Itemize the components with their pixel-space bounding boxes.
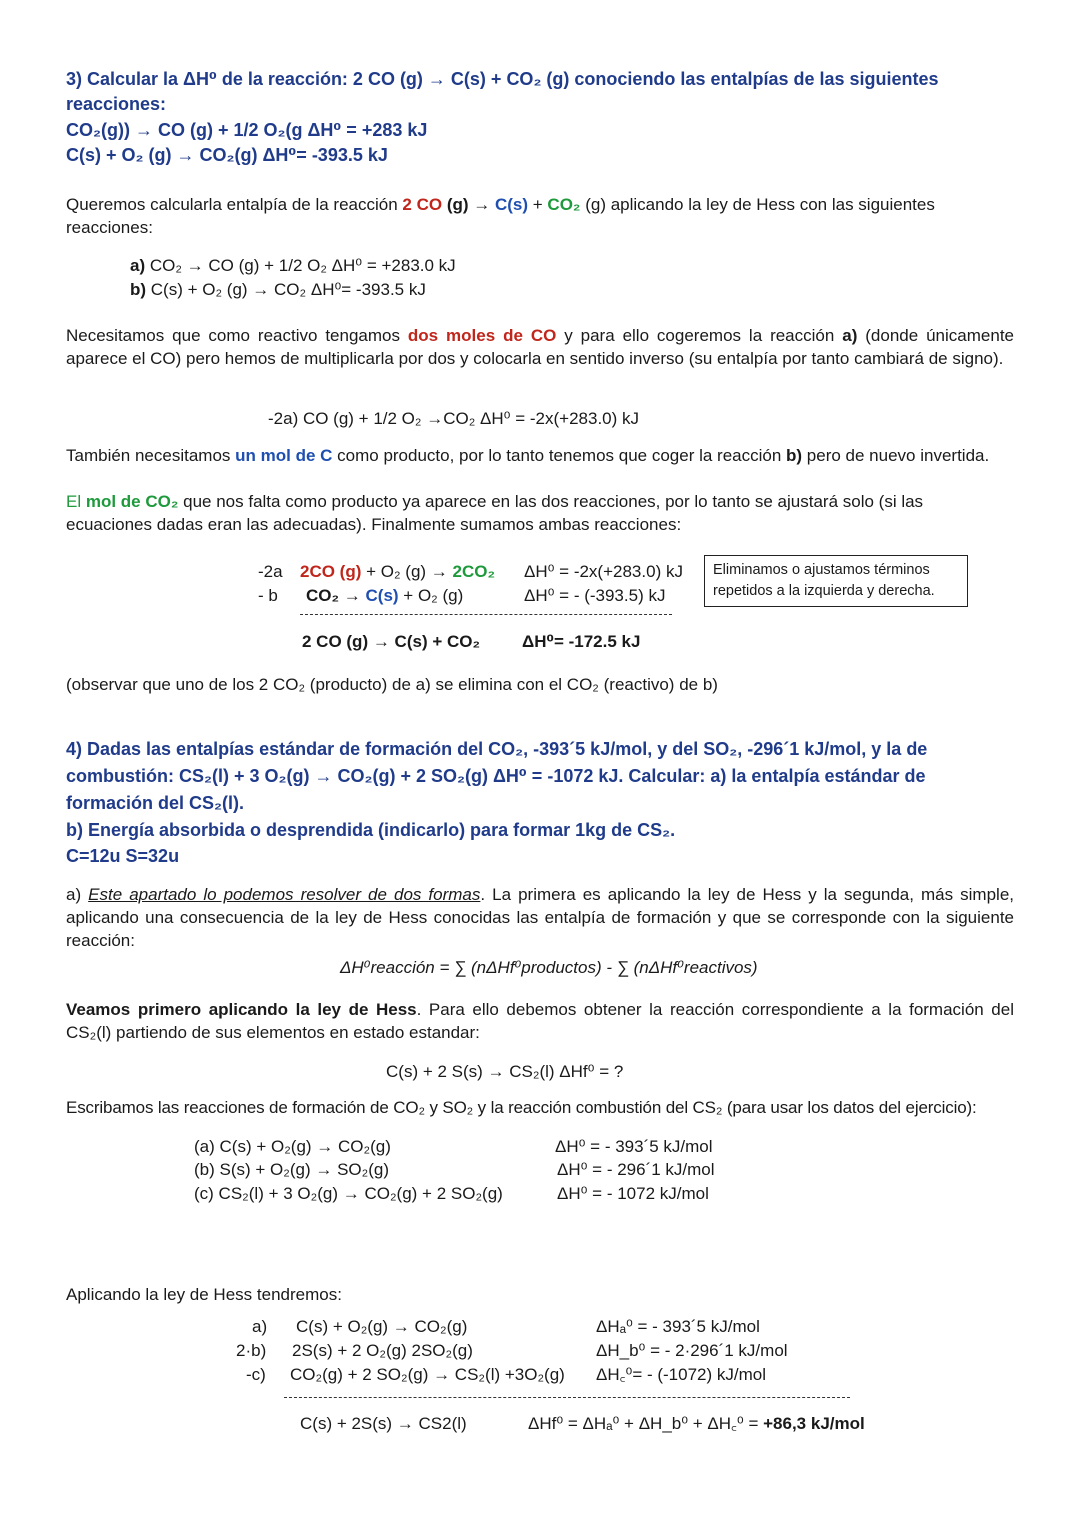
p4-reaction-b-dh: ΔH⁰ = - 296´1 kJ/mol (557, 1160, 715, 1179)
p3-reaction-a: a) CO₂ → CO (g) + 1/2 O₂ ΔH⁰ = +283.0 kJ (130, 256, 456, 275)
p4-title-line3: formación del CS₂(l). (66, 793, 245, 813)
p4-part-a-intro: a) Este apartado lo podemos resolver de dos formas. La primera es aplicando la ley de Hess y la segunda, más simple, aplicando una consecuencia de la ley de Hess conocidas las entalpía de formación y que se corresponde con la siguiente reacción: (66, 885, 1014, 950)
p4-hess-row3-label: -c) (246, 1365, 266, 1384)
p3-sum-row2-label: - b (258, 586, 278, 605)
p4-reaction-c: (c) CS₂(l) + 3 O₂(g) → CO₂(g) + 2 SO₂(g) (194, 1184, 503, 1203)
p4-title-line2: combustión: CS₂(l) + 3 O₂(g) → CO₂(g) + 2 SO₂(g) ΔH⁰ = -1072 kJ. Calcular: a) la entalpía estándar de (66, 766, 926, 786)
p4-formation-equation: C(s) + 2 S(s) → CS₂(l) ΔHf⁰ = ? (386, 1062, 624, 1081)
p4-write-reactions: Escribamos las reacciones de formación de CO₂ y SO₂ y la reacción combustión del CS₂ (para usar los datos del ejercicio): (66, 1098, 977, 1117)
p3-need-paragraph: Necesitamos que como reactivo tengamos dos moles de CO y para ello cogeremos la reacción a) (donde únicamente aparece el CO) pero hemos de multiplicarla por dos y colocarla en sentido inverso (su entalpía por tanto cambiará de signo). (66, 326, 1014, 368)
p4-reaction-b: (b) S(s) + O₂(g) → SO₂(g) (194, 1160, 390, 1179)
p4-hess-row1-dh: ΔHₐ⁰ = - 393´5 kJ/mol (596, 1317, 760, 1336)
p3-sum-result-dh: ΔH⁰= -172.5 kJ (522, 632, 641, 651)
p3-sum-divider (300, 614, 672, 615)
p4-apply-hess: Aplicando la ley de Hess tendremos: (66, 1285, 342, 1304)
p4-final-dh: ΔHf⁰ = ΔHₐ⁰ + ΔH_b⁰ + ΔH꜀⁰ = +86,3 kJ/mol (528, 1414, 865, 1433)
p4-hess-row2-label: 2·b) (236, 1341, 267, 1360)
p4-hess-divider (284, 1397, 850, 1398)
p3-intro: Queremos calcularla entalpía de la reacción 2 CO (g) → C(s) + CO₂ (g) aplicando la ley de Hess con las siguientes (66, 195, 935, 214)
p3-observation: (observar que uno de los 2 CO₂ (producto) de a) se elimina con el CO₂ (reactivo) de b) (66, 675, 718, 694)
p3-sum-row2-dh: ΔH⁰ = - (-393.5) kJ (524, 586, 666, 605)
p4-hess-row3-dh: ΔH꜀⁰= - (-1072) kJ/mol (596, 1365, 767, 1384)
p3-note-box: Eliminamos o ajustamos términos repetidos a la izquierda y derecha. (704, 555, 968, 607)
p3-mol-co2-line1: El mol de CO₂ que nos falta como producto ya aparece en las dos reacciones, por lo tanto se ajustará solo (si las (66, 492, 924, 511)
p3-title-line1: 3) Calcular la ΔH⁰ de la reacción: 2 CO (g) → C(s) + CO₂ (g) conociendo las entalpías de las siguientes (66, 69, 939, 89)
p3-sum-row1-dh: ΔH⁰ = -2x(+283.0) kJ (524, 562, 683, 581)
p3-given-reaction-1: CO₂(g)) → CO (g) + 1/2 O₂(g ΔH⁰ = +283 kJ (66, 120, 428, 140)
p3-sum-result-eq: 2 CO (g) → C(s) + CO₂ (302, 632, 481, 651)
p4-title-line4: b) Energía absorbida o desprendida (indicarlo) para formar 1kg de CS₂. (66, 820, 676, 840)
p3-sum-row2-eq: CO₂ → C(s) + O₂ (g) (306, 586, 464, 605)
p4-reaction-a-dh: ΔH⁰ = - 393´5 kJ/mol (555, 1137, 713, 1156)
p3-sum-row1-eq: 2CO (g) + O₂ (g) → 2CO₂ (300, 562, 496, 581)
p3-sum-row1-label: -2a (258, 562, 283, 581)
p4-hess-row3-eq: CO₂(g) + 2 SO₂(g) → CS₂(l) +3O₂(g) (290, 1365, 565, 1384)
p4-hess-row1-label: a) (252, 1317, 268, 1336)
p3-title-line2: reacciones: (66, 94, 167, 114)
p3-also-paragraph: También necesitamos un mol de C como producto, por lo tanto tenemos que coger la reacción b) pero de nuevo invertida. (66, 446, 990, 465)
p4-reaction-a: (a) C(s) + O₂(g) → CO₂(g) (194, 1137, 391, 1156)
p4-hess-formula: ΔH⁰reacción = ∑ (nΔHf⁰productos) - ∑ (nΔHf⁰reactivos) (340, 958, 758, 977)
p3-mol-co2-line2: ecuaciones dadas eran las adecuadas). Finalmente sumamos ambas reacciones: (66, 515, 682, 534)
p3-given-reaction-2: C(s) + O₂ (g) → CO₂(g) ΔH⁰= -393.5 kJ (66, 145, 388, 165)
p4-atomic-masses: C=12u S=32u (66, 846, 180, 866)
p4-hess-paragraph: Veamos primero aplicando la ley de Hess. Para ello debemos obtener la reacción correspondiente a la formación del CS₂(l) partiendo de sus elementos en estado estandar: (66, 1000, 1014, 1042)
p3-intro-line2: reacciones: (66, 218, 153, 237)
p3-eq-minus-2a: -2a) CO (g) + 1/2 O₂ →CO₂ ΔH⁰ = -2x(+283.0) kJ (268, 409, 640, 428)
p4-hess-row2-dh: ΔH_b⁰ = - 2·296´1 kJ/mol (596, 1341, 788, 1360)
p3-reaction-b: b) C(s) + O₂ (g) → CO₂ ΔH⁰= -393.5 kJ (130, 280, 426, 299)
p4-title-line1: 4) Dadas las entalpías estándar de formación del CO₂, -393´5 kJ/mol, y del SO₂, -296´1 kJ/mol, y la de (66, 739, 928, 759)
p4-final-equation: C(s) + 2S(s) → CS2(l) (300, 1414, 467, 1433)
p4-reaction-c-dh: ΔH⁰ = - 1072 kJ/mol (557, 1184, 709, 1203)
p4-hess-row1-eq: C(s) + O₂(g) → CO₂(g) (296, 1317, 468, 1336)
p4-hess-row2-eq: 2S(s) + 2 O₂(g) 2SO₂(g) (292, 1341, 473, 1360)
